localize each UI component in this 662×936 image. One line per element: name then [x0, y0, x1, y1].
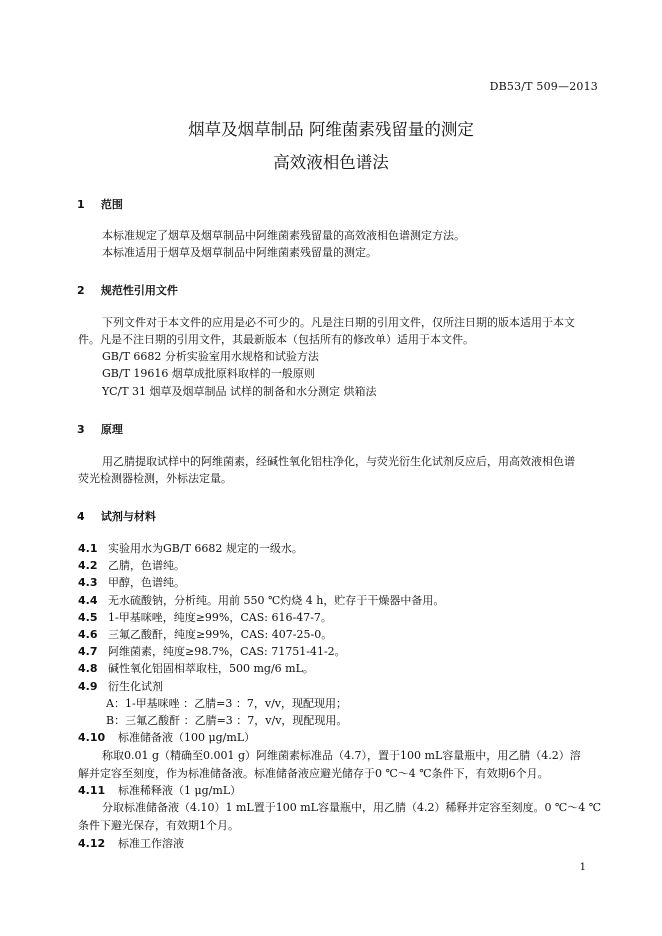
list-item: 4.3 甲醇，色谱纯。	[78, 576, 185, 589]
list-item: 4.10 标准储备液（100 μg/mL）	[78, 731, 256, 744]
paragraph-line: 下列文件对于本文件的应用是必不可少的。凡是注日期的引用文件，仅所注日期的版本适用于本文	[102, 316, 575, 329]
page-number: 1	[579, 862, 586, 873]
list-item: 4.11 标准稀释液（1 μg/mL）	[78, 784, 242, 797]
list-item: 4.8 碱性氧化铝固相萃取柱，500 mg/6 mL。	[78, 662, 314, 675]
paragraph-line: 荧光检测器检测，外标法定量。	[78, 472, 232, 485]
list-item: 4.7 阿维菌素，纯度≥98.7%，CAS: 71751-41-2。	[78, 645, 346, 658]
list-item: 4.6 三氟乙酸酐，纯度≥99%，CAS: 407-25-0。	[78, 628, 333, 641]
doc-subtitle: 高效液相色谱法	[273, 153, 389, 172]
section-heading-3: 3 原理	[77, 423, 123, 436]
section-heading-4: 4 试剂与材料	[77, 510, 156, 523]
reference-line: GB/T 19616 烟草成批原料取样的一般原则	[102, 367, 315, 380]
doc-code: DB53/T 509—2013	[489, 80, 598, 93]
sub-item-line: B：三氟乙酸酐 ：乙腈=3 ：7，v/v，现配现用。	[106, 714, 348, 727]
paragraph-line: 条件下避光保存，有效期1个月。	[78, 819, 239, 832]
list-item: 4.9 衍生化试剂	[78, 680, 163, 693]
reference-line: YC/T 31 烟草及烟草制品 试样的制备和水分测定 烘箱法	[102, 385, 377, 398]
paragraph-line: 解并定容至刻度，作为标准储备液。标准储备液应避光储存于0 ℃～4 ℃条件下，有效期6个月。	[78, 767, 549, 780]
list-item: 4.12 标准工作溶液	[78, 837, 184, 850]
section-heading-1: 1 范围	[77, 198, 123, 211]
paragraph-line: 分取标准储备液（4.10）1 mL置于100 mL容量瓶中，用乙腈（4.2）稀释并定容至刻度。0 ℃～4 ℃	[102, 801, 602, 814]
list-item: 4.1 实验用水为GB/T 6682 规定的一级水。	[78, 542, 303, 555]
paragraph-line: 本标准适用于烟草及烟草制品中阿维菌素残留量的测定。	[102, 246, 377, 259]
list-item: 4.5 1-甲基咪唑，纯度≥99%，CAS: 616-47-7。	[78, 611, 332, 624]
list-item: 4.4 无水硫酸钠，分析纯。用前 550 ℃灼烧 4 h，贮存于干燥器中备用。	[78, 594, 445, 607]
list-item: 4.2 乙腈，色谱纯。	[78, 559, 185, 572]
reference-line: GB/T 6682 分析实验室用水规格和试验方法	[102, 350, 319, 363]
doc-title: 烟草及烟草制品 阿维菌素残留量的测定	[188, 120, 474, 139]
sub-item-line: A：1-甲基咪唑 ：乙腈=3 ：7，v/v，现配现用；	[106, 697, 347, 710]
paragraph-line: 称取0.01 g（精确至0.001 g）阿维菌素标准品（4.7），置于100 mL容量瓶中，用乙腈（4.2）溶	[102, 749, 581, 762]
paragraph-line: 本标准规定了烟草及烟草制品中阿维菌素残留量的高效液相色谱测定方法。	[102, 229, 465, 242]
paragraph-line: 件。凡是不注日期的引用文件，其最新版本（包括所有的修改单）适用于本文件。	[78, 333, 474, 346]
paragraph-line: 用乙腈提取试样中的阿维菌素，经碱性氧化铝柱净化，与荧光衍生化试剂反应后，用高效液相色谱	[102, 455, 575, 468]
section-heading-2: 2 规范性引用文件	[77, 284, 178, 297]
